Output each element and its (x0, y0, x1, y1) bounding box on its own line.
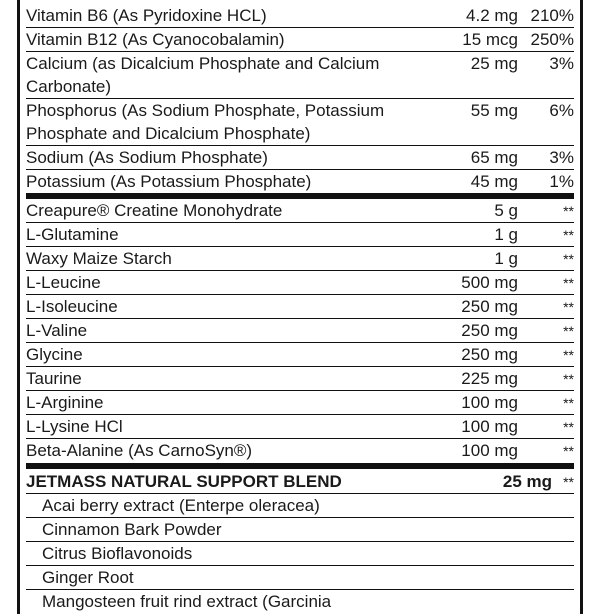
nutrient-amount: 55 mg (470, 101, 518, 120)
ingredient-row (26, 343, 574, 367)
blend-dv: ** (563, 474, 574, 490)
ingredient-dv: ** (563, 443, 574, 459)
blend-item-row (26, 566, 574, 590)
ingredient-dv: ** (563, 275, 574, 291)
ingredient-amount: 5 g (494, 201, 518, 220)
blend-item-name: Citrus Bioflavonoids (42, 544, 193, 563)
ingredient-name: L-Lysine HCl (26, 417, 123, 436)
ingredient-dv: ** (563, 347, 574, 363)
nutrient-name: Sodium (As Sodium Phosphate) (26, 148, 268, 167)
nutrient-row (26, 146, 574, 170)
ingredient-name: L-Leucine (26, 273, 101, 292)
ingredient-name: Taurine (26, 369, 82, 388)
blend-name: JETMASS NATURAL SUPPORT BLEND (26, 472, 342, 491)
ingredient-row (26, 271, 574, 295)
ingredient-row (26, 319, 574, 343)
blend-item-name: Ginger Root (42, 568, 134, 587)
ingredient-row (26, 391, 574, 415)
nutrient-row (26, 28, 574, 52)
blend-item-row (26, 518, 574, 542)
ingredient-amount: 100 mg (461, 393, 518, 412)
blend-item-name: Acai berry extract (Enterpe oleracea) (42, 496, 320, 515)
ingredient-row (26, 367, 574, 391)
ingredient-row (26, 439, 574, 463)
nutrient-amount: 4.2 mg (466, 6, 518, 25)
nutrient-name: Vitamin B12 (As Cyanocobalamin) (26, 30, 285, 49)
nutrient-dv: 3% (549, 54, 574, 73)
ingredient-amount: 100 mg (461, 417, 518, 436)
ingredient-amount: 100 mg (461, 441, 518, 460)
nutrient-name: Potassium (As Potassium Phosphate) (26, 172, 312, 191)
ingredient-name: Glycine (26, 345, 83, 364)
ingredient-name: Beta-Alanine (As CarnoSyn®) (26, 441, 253, 460)
ingredient-name: Creapure® Creatine Monohydrate (26, 201, 283, 220)
nutrient-name: Vitamin B6 (As Pyridoxine HCL) (26, 6, 267, 25)
ingredient-amount: 500 mg (461, 273, 518, 292)
ingredient-amount: 1 g (494, 225, 518, 244)
nutrient-row (26, 4, 574, 28)
ingredient-amount: 250 mg (461, 321, 518, 340)
blend-item-name: Cinnamon Bark Powder (42, 520, 222, 539)
ingredient-name: L-Isoleucine (26, 297, 118, 316)
nutrient-amount: 25 mg (470, 54, 518, 73)
ingredient-name: Waxy Maize Starch (26, 249, 172, 268)
ingredient-row (26, 199, 574, 223)
ingredient-name: L-Valine (26, 321, 88, 340)
blend-item-row (26, 590, 574, 614)
nutrient-name-continued: Phosphate and Dicalcium Phosphate) (26, 124, 311, 143)
ingredient-amount: 225 mg (461, 369, 518, 388)
ingredient-dv: ** (563, 203, 574, 219)
ingredient-row (26, 295, 574, 319)
ingredient-amount: 250 mg (461, 297, 518, 316)
nutrient-row (26, 170, 574, 193)
blend-item-name: Mangosteen fruit rind extract (Garcinia (42, 592, 332, 611)
ingredient-amount: 1 g (494, 249, 518, 268)
ingredient-row (26, 247, 574, 271)
nutrient-name: Calcium (as Dicalcium Phosphate and Calcium (26, 54, 380, 73)
nutrient-row (26, 99, 574, 146)
ingredient-dv: ** (563, 251, 574, 267)
blend-item-row (26, 494, 574, 518)
ingredient-dv: ** (563, 227, 574, 243)
nutrient-amount: 65 mg (470, 148, 518, 167)
section-divider (26, 463, 574, 469)
ingredient-name: L-Arginine (26, 393, 104, 412)
ingredient-dv: ** (563, 371, 574, 387)
ingredient-dv: ** (563, 323, 574, 339)
blend-item-row (26, 542, 574, 566)
nutrient-dv: 250% (530, 30, 574, 49)
ingredient-name: L-Glutamine (26, 225, 119, 244)
ingredient-amount: 250 mg (461, 345, 518, 364)
nutrient-amount: 45 mg (470, 172, 518, 191)
nutrient-row (26, 52, 574, 99)
nutrient-dv: 3% (549, 148, 574, 167)
nutrient-dv: 6% (549, 101, 574, 120)
nutrient-name: Phosphorus (As Sodium Phosphate, Potassium (26, 101, 385, 120)
ingredient-row (26, 223, 574, 247)
ingredient-dv: ** (563, 395, 574, 411)
nutrient-dv: 1% (549, 172, 574, 191)
ingredient-dv: ** (563, 299, 574, 315)
blend-header-row (26, 470, 574, 494)
nutrient-dv: 210% (530, 6, 574, 25)
ingredient-dv: ** (563, 419, 574, 435)
blend-amount: 25 mg (502, 472, 552, 491)
ingredient-row (26, 415, 574, 439)
nutrient-name-continued: Carbonate) (26, 77, 112, 96)
nutrient-amount: 15 mcg (462, 30, 518, 49)
